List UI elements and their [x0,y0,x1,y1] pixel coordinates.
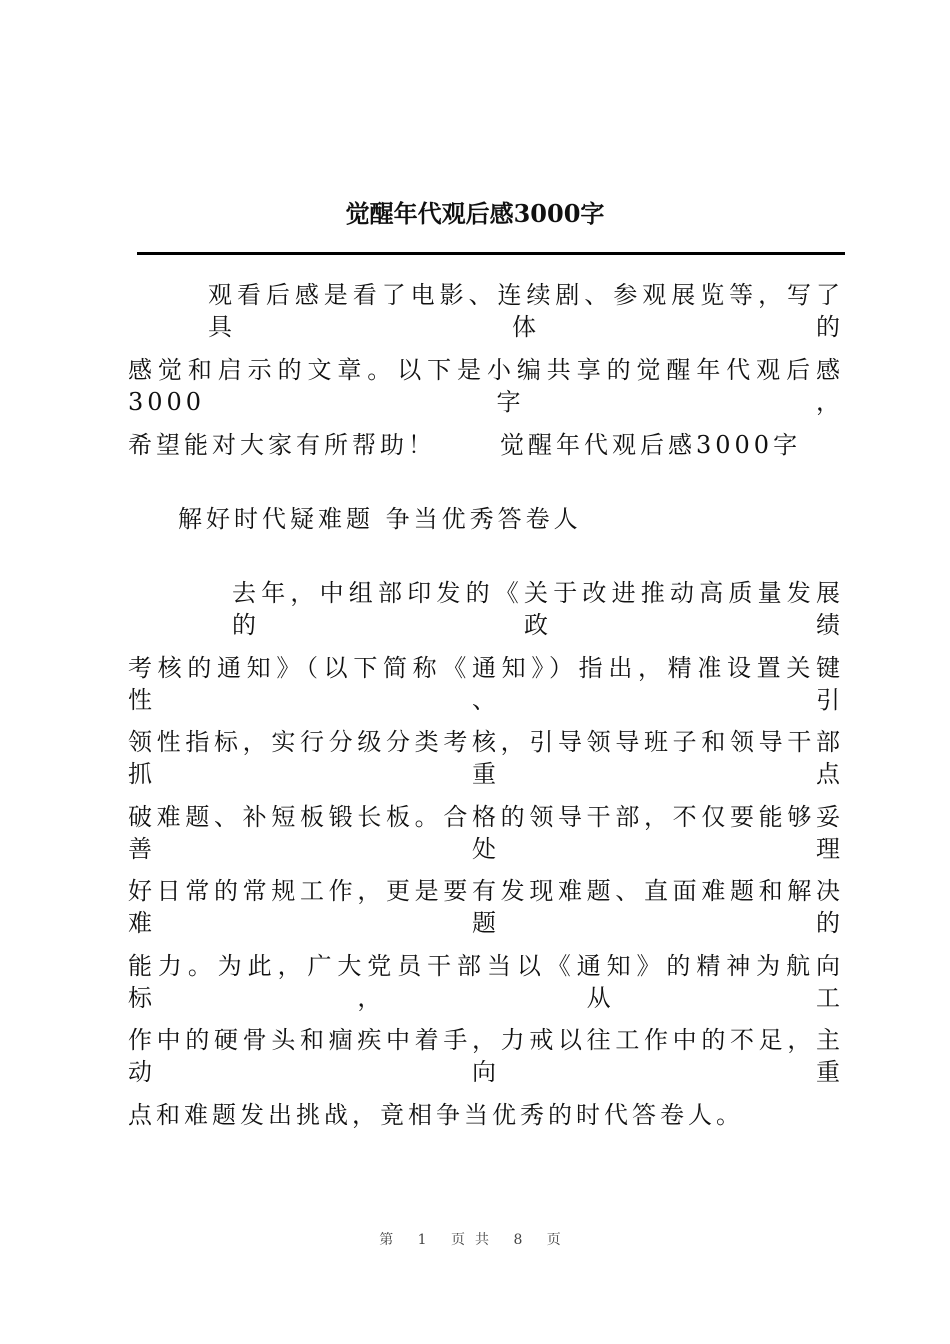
body-line: 作中的硬骨头和痼疾中着手，力戒以往工作中的不足，主动向重 [128,1026,844,1086]
body-line: 破难题、补短板锻长板。合格的领导干部，不仅要能够妥善处理 [128,803,844,863]
document-title: 觉醒年代观后感3000字 [345,199,605,228]
body-line: 去年，中组部印发的《关于改进推动高质量发展的政绩 [232,579,844,639]
body-line: 考核的通知》（以下简称《通知》）指出，精准设置关键性、引 [128,654,844,714]
body-line: 领性指标，实行分级分类考核，引导领导班子和领导干部抓重点 [128,728,844,788]
intro-line-2: 感觉和启示的文章。以下是小编共享的觉醒年代观后感3000字， [128,356,844,416]
page-footer: 第 1 页共 8 页 [379,1232,571,1248]
section-subheading: 解好时代疑难题 争当优秀答卷人 [178,505,582,533]
title-divider [137,252,845,255]
body-line: 好日常的常规工作，更是要有发现难题、直面难题和解决难题的 [128,877,844,937]
body-line: 能力。为此，广大党员干部当以《通知》的精神为航向标，从工 [128,952,844,1012]
intro-line-1: 观看后感是看了电影、连续剧、参观展览等，写了具体的 [208,281,844,341]
inline-heading: 觉醒年代观后感3000字 [500,431,802,459]
body-line-last: 点和难题发出挑战，竟相争当优秀的时代答卷人。 [128,1101,744,1129]
intro-line-3 [128,429,844,461]
intro-closing: 希望能对大家有所帮助！ [128,431,436,459]
